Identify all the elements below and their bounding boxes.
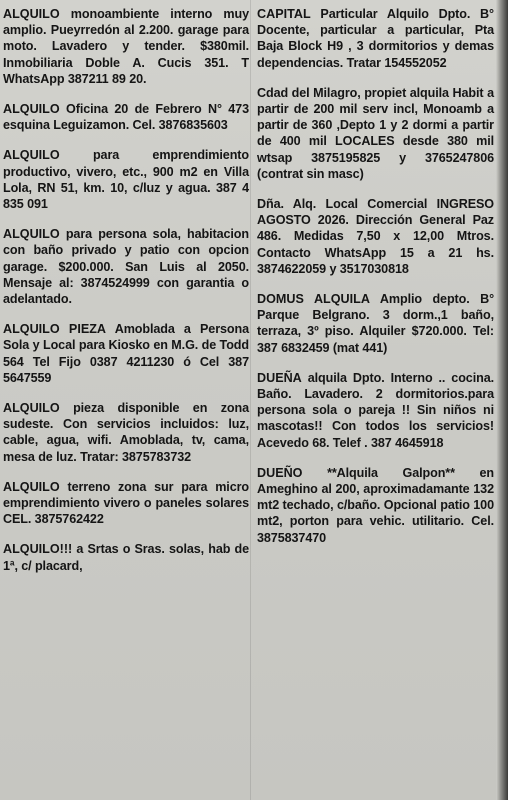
classified-ad <box>257 465 494 546</box>
ad-text: pieza disponible en zona sudeste. Con servicios incluidos: luz, cable, agua, wifi. Amoblada, tv, cama, mesa de luz. Tratar: 3875783732 <box>3 401 249 464</box>
column-divider <box>250 0 251 800</box>
ad-text: Oficina 20 de Febrero N° 473 esquina Leguizamon. Cel. 3876835603 <box>3 102 249 133</box>
ad-text: para persona sola, habitacion con baño privado y patio con opcion garage. $200.000. San Luis al 2050. Mensaje al: 3874524999 con garantia o adelantado. <box>3 227 249 307</box>
ad-text: a Srtas o Sras. solas, hab de 1ª, c/ placard, <box>3 542 249 573</box>
classified-ad <box>257 6 494 71</box>
ad-text: Cdad del Milagro, propiet alquila Habit a partir de 200 mil serv incl, Monoamb a partir de 360 ,Depto 1 y 2 dormi a partir de 400 mil LOCALES desde 380 mil wtsap 3875195825 y 3765247806 (contrat sin masc) <box>257 85 494 181</box>
classified-ad <box>3 321 249 386</box>
classified-ad <box>3 226 249 307</box>
ad-text: monoambiente interno muy amplio. Pueyrredón al 2.200. garage para moto. Lavadero y tender. $380mil. Inmobiliaria Doble A. Cucis 351. T WhatsApp 387211 89 20. <box>3 7 249 86</box>
ad-text: **Alquila Galpon** en Ameghino al 200, aproximadamante 132 mt2 techado, c/baño. Opcional patio 100 mt2, porton para vehic. utilitario. Cel. 3875837470 <box>257 465 494 545</box>
ad-heading: CAPITAL <box>257 7 311 21</box>
ad-heading: DOMUS ALQUILA <box>257 292 370 307</box>
ad-heading: ALQUILO <box>3 7 60 21</box>
classified-ad <box>257 370 494 451</box>
classified-ad <box>257 85 494 182</box>
classified-ad <box>3 101 249 133</box>
ad-heading: ALQUILO <box>3 148 60 163</box>
ad-text: para emprendimiento productivo, vivero, etc., 900 m2 en Villa Lola, RN 51, km. 10, c/luz y agua. 387 4 835 091 <box>3 148 249 212</box>
classified-ad <box>3 147 249 212</box>
classified-ad <box>3 479 249 528</box>
ad-text: Amoblada a Persona Sola y Local para Kiosko en M.G. de Todd 564 Tel Fijo 0387 4211230 ó Cel 387 5647559 <box>3 322 249 385</box>
classified-ad <box>257 291 494 356</box>
ad-heading: ALQUILO <box>3 227 60 242</box>
ad-text: Dña. Alq. Local Comercial INGRESO AGOSTO 2026. Dirección General Paz 486. Medidas 7,50 x 12,00 Mtros. Contacto WhatsApp 15 a 21 hs. 3874622059 y 3517030818 <box>257 197 494 276</box>
ad-heading: ALQUILO!!! <box>3 542 73 557</box>
left-column <box>3 6 249 588</box>
classified-ad <box>3 541 249 573</box>
ad-text: terreno zona sur para micro emprendimiento vivero o paneles solares CEL. 3875762422 <box>3 479 249 527</box>
ad-heading: ALQUILO <box>3 102 60 117</box>
ad-heading: DUEÑO <box>257 465 303 480</box>
ad-text: Amplio depto. B° Parque Belgrano. 3 dorm.,1 baño, terraza, 3º piso. Alquiler $720.000. Tel: 387 6832459 (mat 441) <box>257 292 495 355</box>
ad-heading: ALQUILO <box>3 479 60 494</box>
ad-heading: DUEÑA <box>257 370 302 385</box>
ad-text: alquila Dpto. Interno .. cocina. Baño. Lavadero. 2 dormitorios.para persona sola o pareja !! Sin niños ni mascotas!! Con todos los servicios! Acevedo 68. Telef . 387 4645918 <box>257 370 494 450</box>
ad-text: Particular Alquilo Dpto. B° Docente, particular a particular, Pta Baja Block H9 , 3 dormitorios y demas dependencias. Tratar 154552052 <box>257 7 494 70</box>
ad-heading: ALQUILO PIEZA <box>3 322 107 337</box>
ad-heading: ALQUILO <box>3 401 60 416</box>
classified-ad <box>3 6 249 87</box>
classified-ad <box>257 196 494 277</box>
classified-ad <box>3 400 249 465</box>
right-column <box>257 6 494 560</box>
page-edge-shadow <box>496 0 508 800</box>
